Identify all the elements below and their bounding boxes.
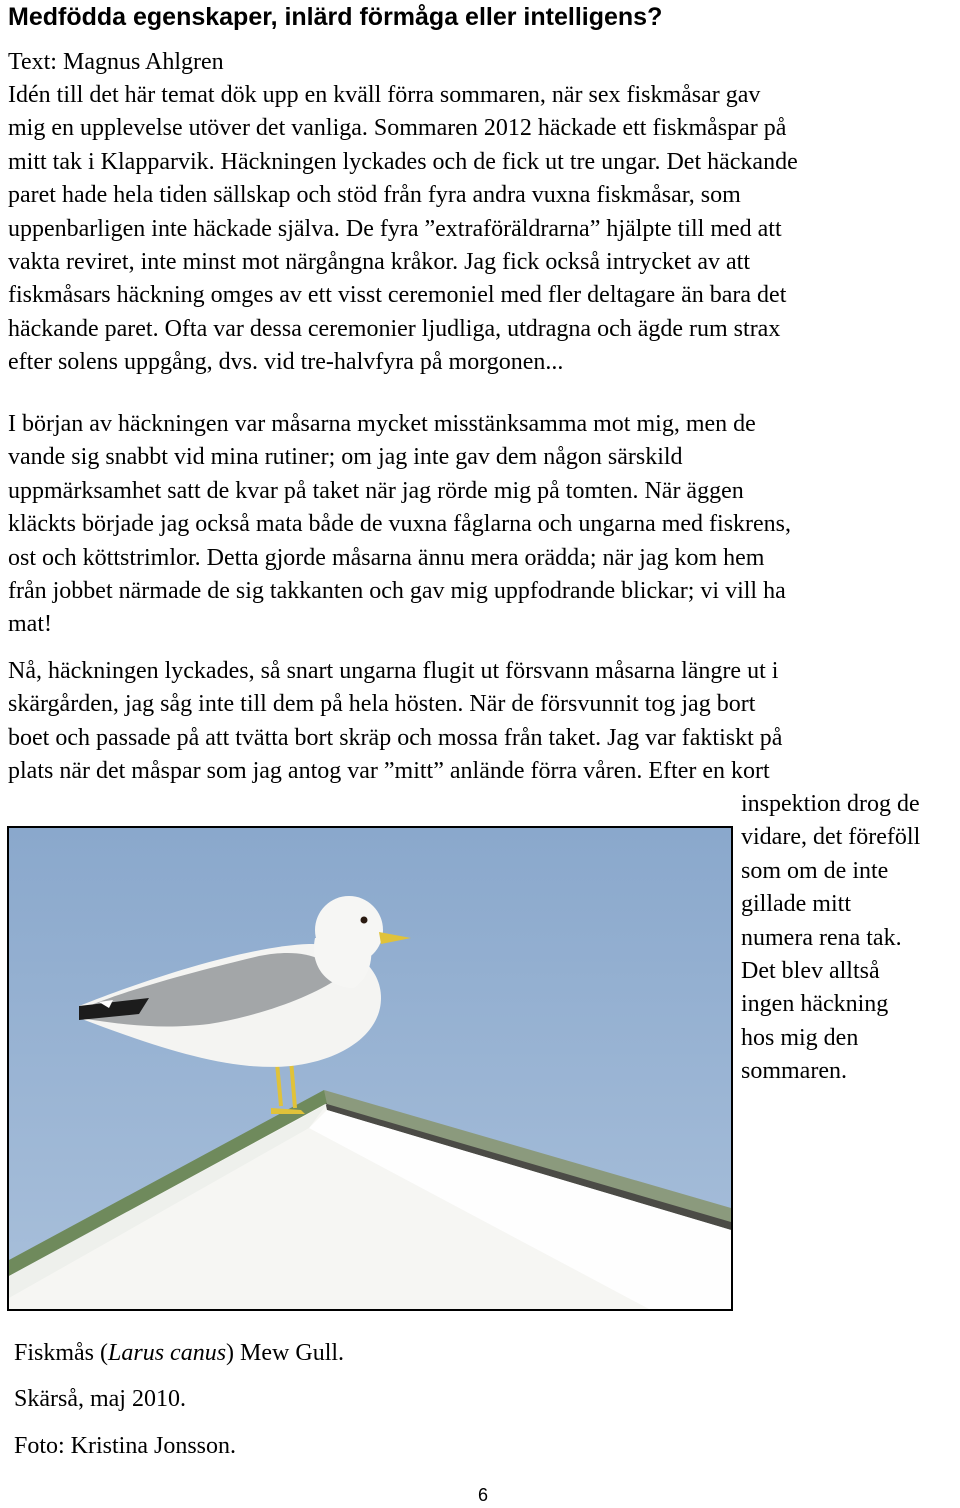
paragraph-3 — [8, 655, 960, 789]
caption-english-name: ) Mew Gull. — [226, 1340, 345, 1366]
page-number: 6 — [478, 1485, 489, 1505]
text-line: I början av häckningen var måsarna mycket misstänksamma mot mig, men de — [8, 411, 756, 437]
text-line: ost och köttstrimlor. Detta gjorde måsarna ännu mera orädda; när jag kom hem — [8, 544, 765, 571]
text-line: gillade mitt — [741, 891, 851, 918]
text-line: häckande paret. Ofta var dessa ceremonier ljudliga, utdragna och ägde rum strax — [8, 315, 781, 342]
text-line: vakta reviret, inte minst mot närgångna kråkor. Jag fick också intrycket av att — [8, 249, 750, 276]
text-line: hos mig den — [741, 1024, 859, 1051]
text-line: numera rena tak. — [741, 924, 902, 951]
text-line: boet och passade på att tvätta bort skräp och mossa från taket. Jag var faktiskt på — [8, 724, 783, 751]
text-line: Nå, häckningen lyckades, så snart ungarna flugit ut försvann måsarna längre ut i — [8, 658, 779, 684]
text-line: skärgården, jag såg inte till dem på hela hösten. När de försvunnit tog jag bort — [8, 691, 756, 718]
text-line: Idén till det här temat dök upp en kväll förra sommaren, när sex fiskmåsar gav — [8, 82, 761, 108]
text-line: paret hade hela tiden sällskap och stöd från fyra andra vuxna fiskmåsar, som — [8, 182, 741, 209]
text-line: som om de inte — [741, 857, 889, 884]
text-line: uppmärksamhet satt de kvar på taket när jag rörde mig på tomten. När äggen — [8, 477, 744, 504]
photo-caption-species — [14, 1338, 344, 1368]
text-line: sommaren. — [741, 1058, 847, 1085]
paragraph-1 — [8, 79, 960, 380]
text-line: plats när det måspar som jag antog var ”mitt” anlände förra våren. Efter en kort — [8, 758, 770, 785]
text-line: kläckts började jag också mata både de vuxna fåglarna och ungarna med fiskrens, — [8, 511, 792, 538]
text-line: mat! — [8, 611, 52, 638]
text-line: mitt tak i Klapparvik. Häckningen lyckades och de fick ut tre ungar. Det häckande — [8, 148, 798, 175]
caption-latin-name: Larus canus — [108, 1340, 227, 1366]
paragraph-3-wrap-column — [741, 788, 920, 1089]
text-line: vidare, det föreföll — [741, 824, 921, 851]
article-title: Medfödda egenskaper, inlärd förmåga eller intelligens? — [8, 3, 663, 31]
text-line: mig en upplevelse utöver det vanliga. Sommaren 2012 häckade ett fiskmåspar på — [8, 115, 787, 142]
photo-caption-credit: Foto: Kristina Jonsson. — [14, 1433, 237, 1459]
article-author: Text: Magnus Ahlgren — [8, 49, 224, 75]
text-line: vande sig snabbt vid mina rutiner; om jag inte gav dem någon särskild — [8, 444, 683, 471]
text-line: från jobbet närmade de sig takkanten och gav mig uppfodrande blickar; vi vill ha — [8, 578, 786, 605]
photo-caption-location: Skärså, maj 2010. — [14, 1386, 186, 1412]
paragraph-2 — [8, 408, 960, 642]
text-line: Det blev alltså — [741, 958, 880, 985]
text-line: fiskmåsars häckning omges av ett visst ceremoniel med fler deltagare än bara det — [8, 282, 787, 309]
text-line: efter solens uppgång, dvs. vid tre-halvfyra på morgonen... — [8, 349, 564, 376]
gull-photo — [7, 826, 733, 1311]
caption-common-name: Fiskmås ( — [14, 1340, 109, 1366]
text-line: uppenbarligen inte häckade själva. De fyra ”extraföräldrarna” hjälpte till med att — [8, 215, 782, 242]
text-line: ingen häckning — [741, 991, 889, 1018]
text-line: inspektion drog de — [741, 791, 920, 817]
